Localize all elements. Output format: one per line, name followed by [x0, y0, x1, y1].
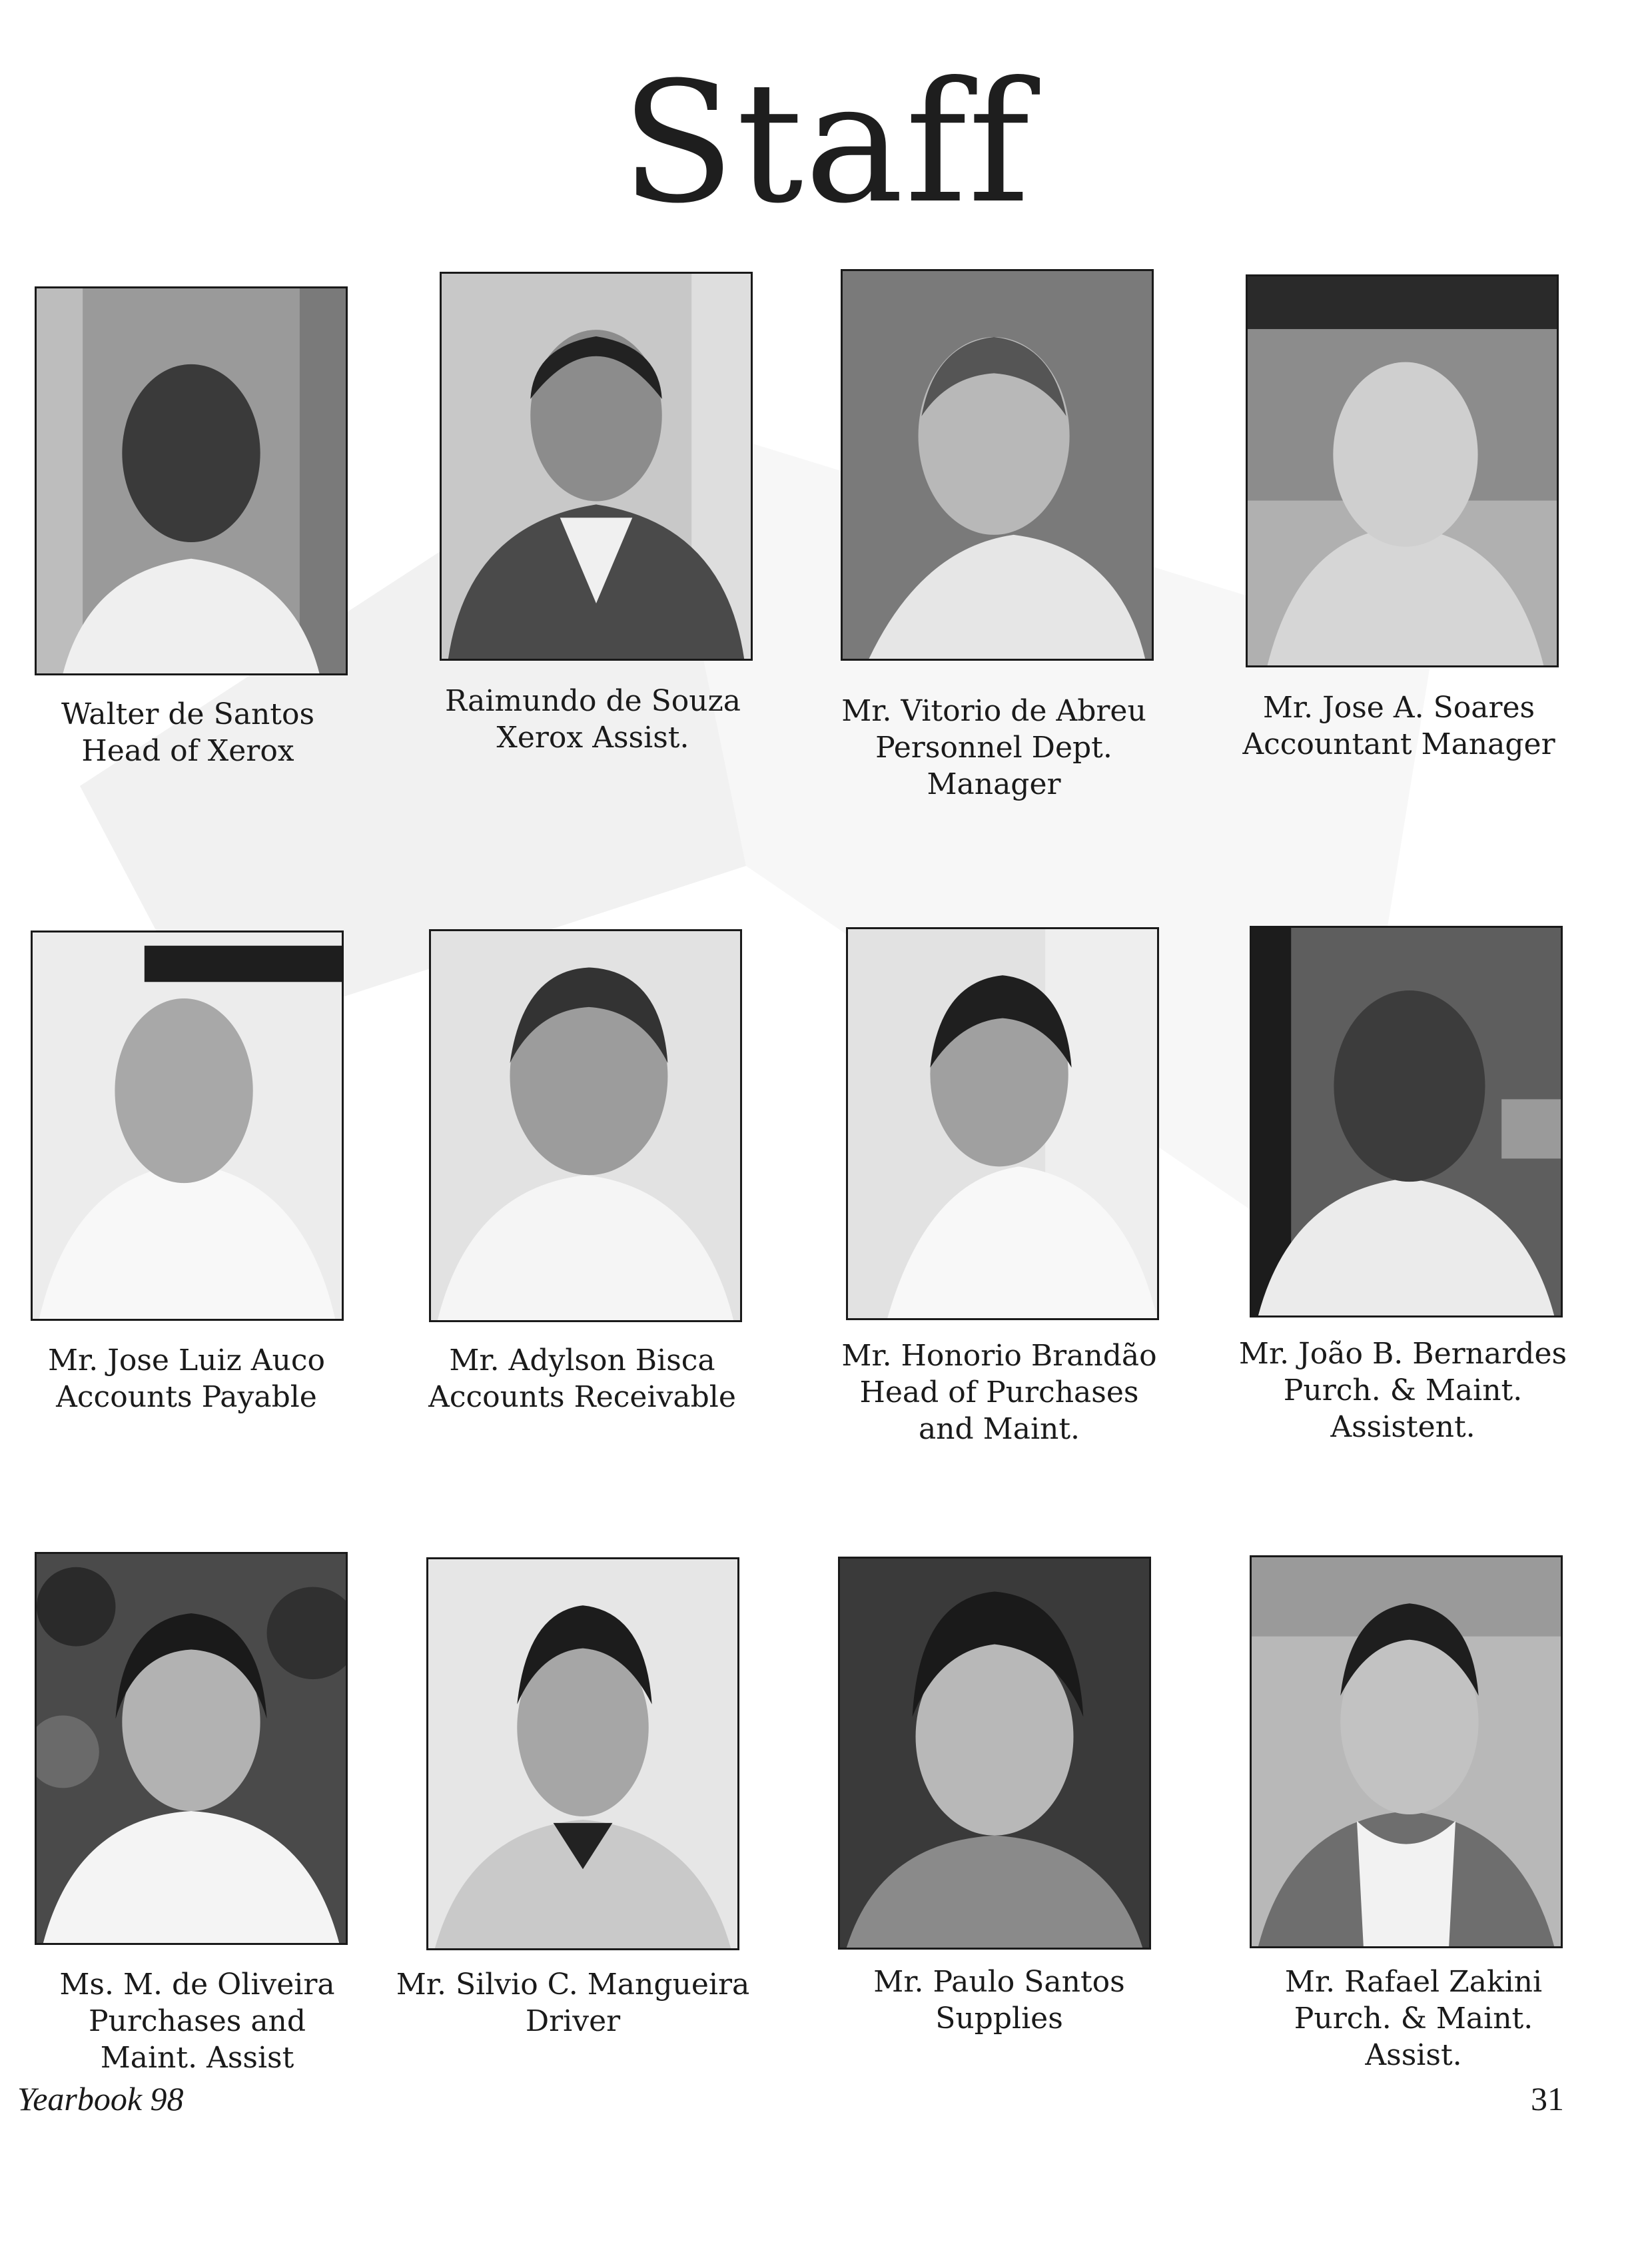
staff-photo-11: [838, 1557, 1151, 1950]
staff-role: Maint. Assist: [100, 2041, 294, 2075]
staff-caption-1: [1, 696, 374, 769]
staff-role: Xerox Assist.: [496, 721, 689, 755]
staff-photo-12: [1250, 1555, 1563, 1948]
staff-role: Head of Xerox: [81, 734, 294, 768]
staff-role: Purch. & Maint.: [1294, 2002, 1533, 2036]
staff-name: Mr. Vitorio de Abreu: [841, 694, 1146, 728]
staff-photo-6: [429, 929, 742, 1322]
staff-role: Purch. & Maint.: [1283, 1373, 1523, 1407]
staff-role: Manager: [927, 767, 1061, 801]
staff-name: Mr. Jose Luiz Auco: [47, 1343, 325, 1377]
staff-caption-4: [1212, 689, 1585, 763]
staff-caption-8: [1216, 1335, 1589, 1445]
staff-caption-7: [813, 1337, 1186, 1447]
staff-role: Accounts Payable: [56, 1380, 317, 1414]
staff-photo-3: [841, 269, 1154, 661]
staff-name: Mr. João B. Bernardes: [1238, 1337, 1567, 1371]
staff-role: Purchases and: [88, 2004, 306, 2038]
staff-role: Personnel Dept.: [875, 731, 1112, 765]
page-number: 31: [1531, 2080, 1564, 2117]
staff-photo-8: [1250, 926, 1563, 1317]
staff-photo-7: [846, 927, 1159, 1320]
staff-role: Driver: [525, 2004, 621, 2038]
staff-name: Mr. Paulo Santos: [873, 1965, 1125, 1999]
staff-photo-5: [31, 931, 344, 1321]
staff-role: Supplies: [935, 2002, 1063, 2036]
staff-caption-11: [813, 1964, 1186, 2037]
staff-name: Mr. Rafael Zakini: [1284, 1965, 1543, 1999]
staff-photo-1: [35, 286, 348, 675]
page-title: Staff: [621, 46, 1031, 240]
staff-name: Mr. Silvio C. Mangueira: [396, 1968, 750, 2002]
staff-role: Head of Purchases: [859, 1375, 1139, 1409]
staff-caption-3: [807, 693, 1180, 803]
staff-photo-2: [440, 272, 753, 661]
staff-role: Accountant Manager: [1242, 727, 1555, 761]
staff-role: Assistent.: [1330, 1410, 1475, 1444]
staff-caption-9: [11, 1966, 384, 2076]
staff-name: Raimundo de Souza: [444, 684, 741, 718]
staff-name: Mr. Adylson Bisca: [449, 1343, 715, 1377]
staff-caption-12: [1227, 1964, 1600, 2073]
yearbook-footer: Yearbook 98: [17, 2080, 184, 2117]
staff-role: Assist.: [1365, 2038, 1462, 2072]
staff-photo-4: [1246, 274, 1559, 667]
staff-name: Walter de Santos: [61, 697, 315, 731]
staff-caption-10: [386, 1966, 759, 2040]
staff-role: Accounts Receivable: [428, 1380, 736, 1414]
staff-photo-10: [426, 1557, 739, 1950]
staff-caption-6: [396, 1342, 769, 1415]
staff-role: and Maint.: [918, 1412, 1080, 1446]
staff-photo-9: [35, 1552, 348, 1945]
staff-name: Mr. Honorio Brandão: [841, 1339, 1157, 1373]
staff-caption-5: [0, 1342, 373, 1415]
staff-caption-2: [406, 683, 779, 756]
staff-name: Mr. Jose A. Soares: [1262, 691, 1535, 725]
staff-name: Ms. M. de Oliveira: [59, 1968, 335, 2002]
